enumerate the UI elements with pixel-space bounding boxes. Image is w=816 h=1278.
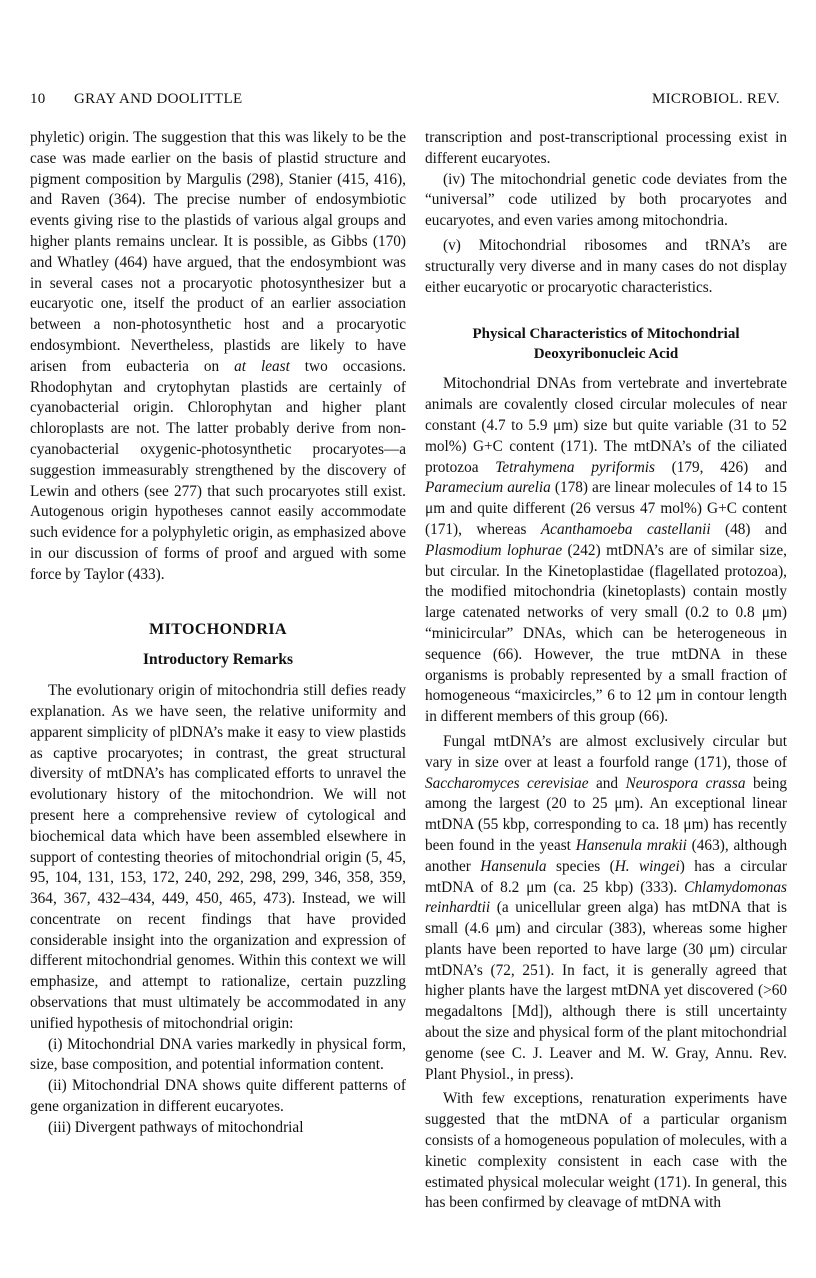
paragraph-animal-protist-mtdna: Mitochondrial DNAs from vertebrate and invertebrate animals are covalently closed circular molecules of near constant (4.7 to 5.9 μm) size but quite variable (31 to 52 mol%) G+C content (171). The mtDNA’s of the ciliated protozoa Tetrahymena pyriformis (179, 426) and Paramecium aurelia (178) are linear molecules of 14 to 15 μm and quite different (26 versus 47 mol%) G+C content (171), whereas Acanthamoeba castellanii (48) and Plasmodium lophurae (242) mtDNA’s are of similar size, but circular. In the Kinetoplastidae (flagellated protozoa), the modified mitochondria (kinetoplasts) contain mostly large catenated networks of very small (0.2 to 0.8 μm) “minicircular” DNAs, which can be heterogeneous in sequence (66). However, the true mtDNA in these organisms is probably represented by a small fraction of homogeneous “maxicircles,” 6 to 12 μm in contour length in different members of this group (66). [425,375,787,726]
running-header [30,91,780,113]
left-column [30,128,406,1139]
list-item-iv: (iv) The mitochondrial genetic code deviates from the “universal” code utilized by both procaryotes and eucaryotes, and even varies among mitochondria. [425,170,787,230]
subheading-physical-characteristics: Physical Characteristics of Mitochondrial Deoxyribonucleic Acid [472,326,740,363]
subheading-introductory-remarks: Introductory Remarks [143,651,293,669]
paragraph-fungal-plant-mtdna: Fungal mtDNA’s are almost exclusively circular but vary in size over at least a fourfold range (171), those of Saccharomyces cerevisiae and Neurospora crassa being among the largest (20 to 25 μm). An exceptional linear mtDNA (55 kbp, corresponding to ca. 18 μm) has recently been found in the yeast Hansenula mrakii (463), although another Hansenula species (H. wingei) has a circular mtDNA of 8.2 μm (ca. 25 kbp) (333). Chlamydomonas reinhardtii (a unicellular green alga) has mtDNA that is small (4.6 μm) and circular (383), whereas some higher plants have been reported to have large (30 μm) circular mtDNA’s (72, 251). In fact, it is generally agreed that higher plants have the largest mtDNA yet discovered (>60 megadaltons [Md]), although there is still uncertainty about the size and physical form of the plant mitochondrial genome (see C. J. Leaver and M. W. Gray, Annu. Rev. Plant Physiol., in press). [425,732,788,1083]
running-authors: GRAY AND DOOLITTLE [74,91,243,107]
right-column [425,128,787,1214]
paragraph-plastid-origin: phyletic) origin. The suggestion that this was likely to be the case was made earlier on the basis of plastid structure and pigment composition by Margulis (298), Stanier (415, 416), and Raven (364). The precise number of endosymbiotic events giving rise to the plastids of various algal groups and higher plants remains unclear. It is possible, as Gibbs (170) and Whatley (464) have argued, that the endosymbiont was in several cases not a procaryotic photosynthesizer but a eucaryotic one, itself the product of an earlier association between a non-photosynthetic host and a procaryotic endosymbiont. Nevertheless, plastids are likely to have arisen from eubacteria on at least two occasions. Rhodophytan and crytophytan plastids are certainly of cyanobacterial origin. Chlorophytan and higher plant chloroplasts are not. The latter probably derive from non-cyanobacterial oxygenic-photosynthetic procaryotes—a suggestion immeasurably strengthened by the discovery of Lewin and others (see 277) that such procaryotes still exist. Autogenous origin hypotheses cannot easily accommodate such evidence for a polyphyletic origin, as emphasized above in our discussion of forms of proof and argued with some force by Taylor (433). [30,129,406,583]
page-number: 10 [30,91,46,107]
list-item-iii-continued: transcription and post-transcriptional processing exist in different eucaryotes. [425,129,787,167]
list-item-ii: (ii) Mitochondrial DNA shows quite different patterns of gene organization in different eucaryotes. [30,1077,406,1116]
paragraph-introduction: The evolutionary origin of mitochondria still defies ready explanation. As we have seen, the relative uniformity and apparent simplicity of plDNA’s make it easy to view plastids as captive procaryotes; in contrast, the great structural diversity of mtDNA’s has complicated efforts to unravel the evolutionary history of the mitochondrion. We will not present here a comprehensive review of cytological and biochemical data which have been assembled elsewhere in support of contesting theories of mitochondrial origin (5, 45, 95, 104, 131, 153, 172, 240, 292, 298, 299, 346, 358, 359, 364, 367, 432–434, 449, 450, 465, 473). Instead, we will concentrate on recent findings that have provided considerable insight into the organization and expression of different mitochondrial genomes. Within this context we will emphasize, and attempt to rationalize, certain puzzling observations that must ultimately be accommodated in any unified hypothesis of mitochondrial origin: [30,682,406,1032]
list-item-v: (v) Mitochondrial ribosomes and tRNA’s are structurally very diverse and in many cases do not display either eucaryotic or procaryotic characteristics. [425,236,787,296]
paragraph-renaturation: With few exceptions, renaturation experiments have suggested that the mtDNA of a particular organism consists of a homogeneous population of molecules, with a kinetic complexity consistent in each case with the estimated physical molecular weight (171). In general, this has been confirmed by cleavage of mtDNA with [425,1090,787,1212]
section-heading-mitochondria: MITOCHONDRIA [149,620,287,638]
list-item-iii: (iii) Divergent pathways of mitochondrial [48,1118,304,1136]
list-item-i: (i) Mitochondrial DNA varies markedly in physical form, size, base composition, and potential information content. [30,1035,406,1074]
journal-name: MICROBIOL. REV. [652,91,780,107]
